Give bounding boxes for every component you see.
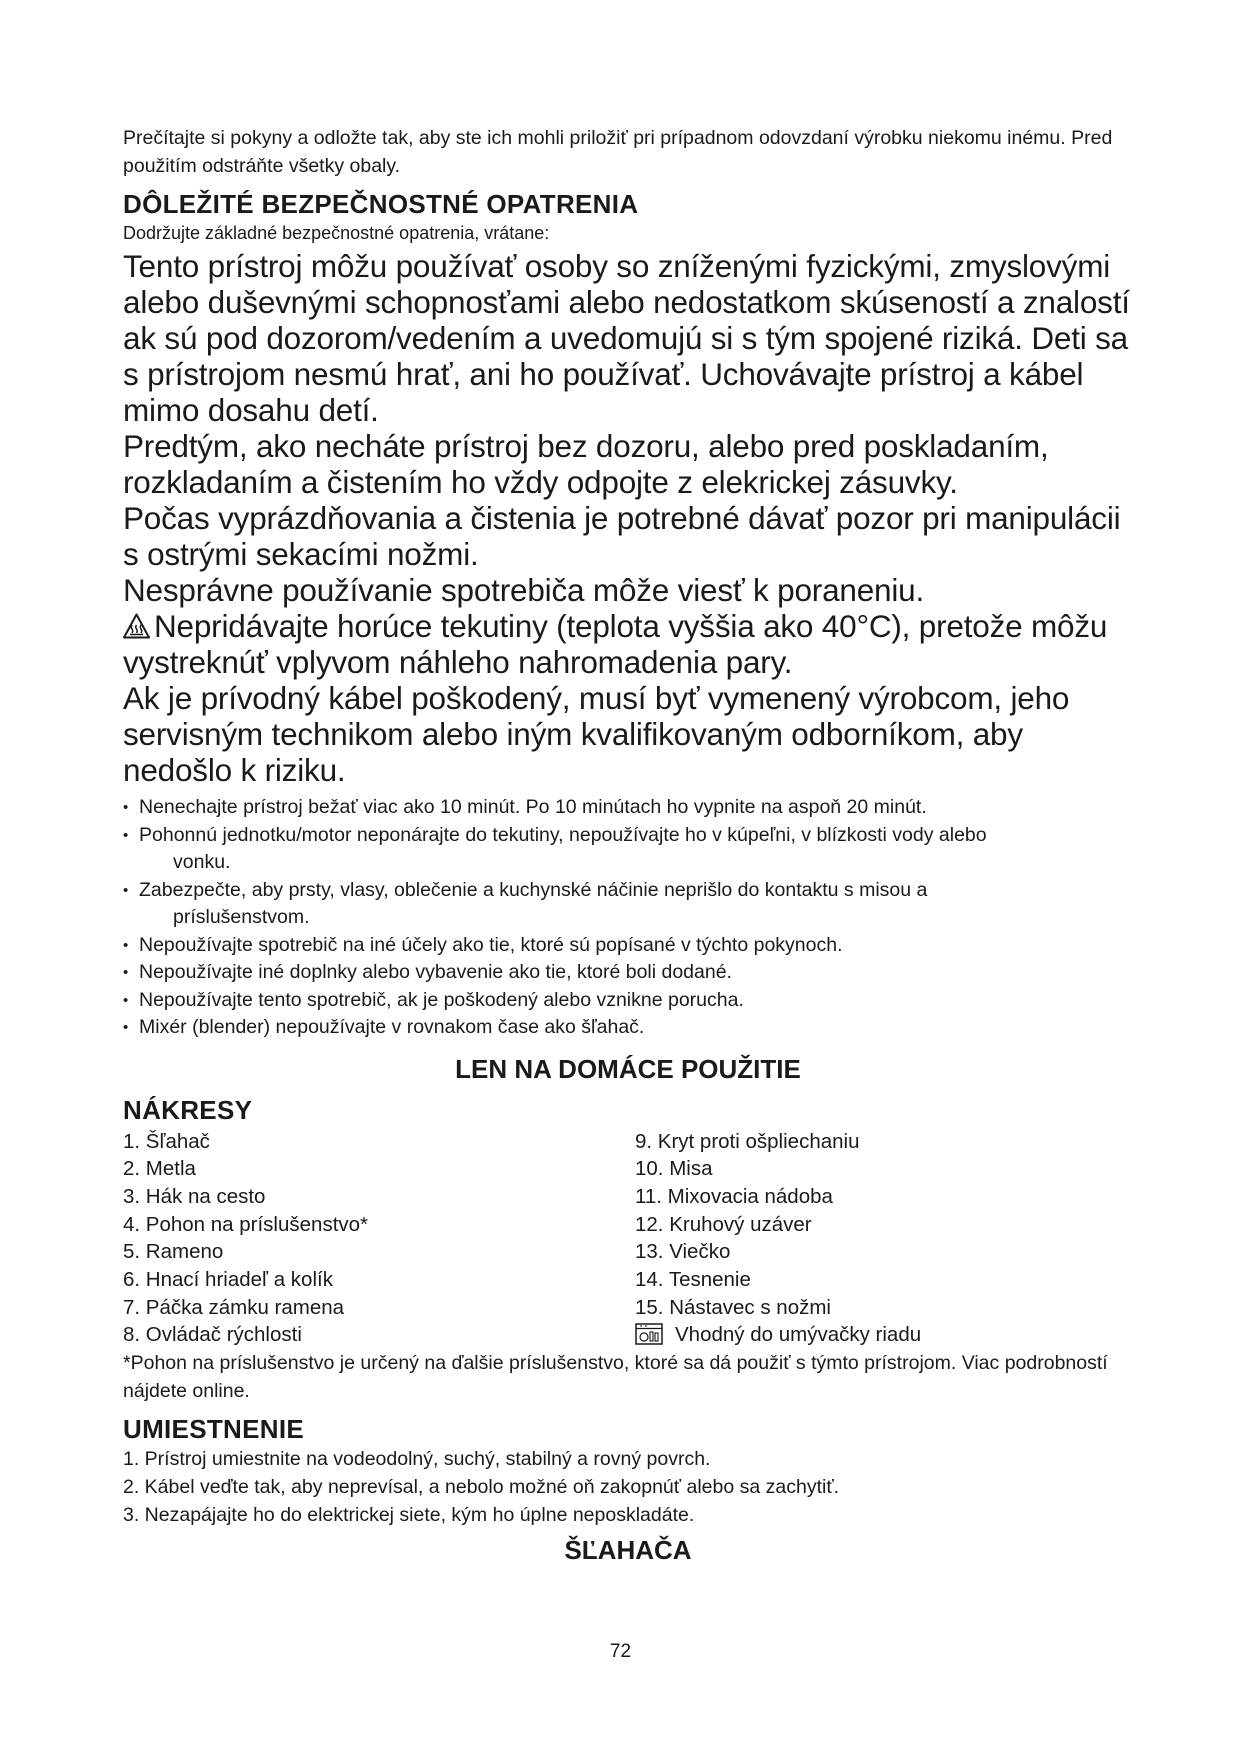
part-item: 7. Páčka zámku ramena: [123, 1295, 345, 1319]
dishwasher-safe-icon: [635, 1323, 663, 1345]
part-item: 11. Mixovacia nádoba: [635, 1184, 833, 1208]
part-item: 4. Pohon na príslušenstvo*: [123, 1212, 369, 1236]
placement-step: 3. Nezapájajte ho do elektrickej siete, kým ho úplne neposkladáte.: [123, 1504, 695, 1527]
safety-paragraph-hot-liquids: [123, 608, 1133, 680]
drawings-heading: NÁKRESY: [123, 1094, 253, 1125]
safety-paragraph-cable: Ak je prívodný kábel poškodený, musí byť vymenený výrobcom, jeho servisným technikom alebo iným kvalifikovaným odborníkom, aby nedošlo k riziku.: [123, 680, 1070, 788]
bullet-item: [123, 877, 1133, 932]
hot-liquids-text: Nepridávajte horúce tekutiny (teplota vyššia ako 40°C), pretože môžu vystreknúť vplyvom náhleho nahromadenia pary.: [123, 608, 1108, 680]
accessory-drive-footnote: *Pohon na príslušenstvo je určený na ďalšie príslušenstvo, ktoré sa dá použiť s týmto prístrojom. Viac podrobností nájdete online.: [123, 1352, 1108, 1403]
bullet-text: Zabezpečte, aby prsty, vlasy, oblečenie a kuchynské náčinie neprišlo do kontaktu s misou a: [139, 878, 928, 901]
bullet-item: • Nepoužívajte spotrebič na iné účely ako tie, ktoré sú popísané v týchto pokynoch.: [123, 932, 1133, 960]
page-number: 72: [609, 1641, 632, 1662]
part-item: 13. Viečko: [635, 1240, 731, 1264]
bullet-text-continuation: vonku.: [173, 851, 231, 873]
part-item: 5. Rameno: [123, 1240, 224, 1264]
part-item: 10. Misa: [635, 1157, 713, 1181]
bullet-text: Pohonnú jednotku/motor neponárajte do tekutiny, nepoužívajte ho v kúpeľni, v blízkosti vody alebo: [139, 823, 987, 846]
bullet-text-continuation: príslušenstvom.: [173, 906, 310, 928]
safety-paragraph-blades: Počas vyprázdňovania a čistenia je potrebné dávať pozor pri manipulácii s ostrými sekacími nožmi.: [123, 500, 1121, 572]
placement-heading: UMIESTNENIE: [123, 1414, 304, 1445]
part-item: 3. Hák na cesto: [123, 1184, 266, 1208]
placement-step: 1. Prístroj umiestnite na vodeodolný, suchý, stabilný a rovný povrch.: [123, 1448, 711, 1471]
part-item: 12. Kruhový uzáver: [635, 1212, 812, 1236]
parts-column-right: [635, 1128, 1133, 1350]
hot-surface-warning-icon: [123, 610, 150, 636]
safety-bullet-list: [123, 794, 1133, 1042]
dishwasher-safe-label: Vhodný do umývačky riadu: [675, 1323, 922, 1347]
intro-paragraph: Prečítajte si pokyny a odložte tak, aby ste ich mohli priložiť pri prípadnom odovzdaní výrobku niekomu inému. Pred použitím odstráňte všetky obaly.: [123, 127, 1113, 177]
mixer-section-heading: ŠĽAHAČA: [564, 1535, 692, 1566]
part-item: 6. Hnací hriadeľ a kolík: [123, 1268, 333, 1292]
safety-paragraph-unplug: Predtým, ako necháte prístroj bez dozoru, alebo pred poskladaním, rozkladaním a čistením ho vždy odpojte z elekrickej zásuvky.: [123, 428, 1049, 500]
safety-paragraph-persons: Tento prístroj môžu používať osoby so zníženými fyzickými, zmyslovými alebo duševnými schopnosťami alebo nedostatkom skúseností a znalostí ak sú pod dozorom/vedením a uvedomujú si s tým spojené riziká. Deti sa s prístrojom nesmú hrať, ani ho používať. Uchovávajte prístroj a kábel mimo dosahu detí.: [123, 248, 1130, 428]
placement-steps: [123, 1445, 1133, 1529]
part-item: 1. Šľahač: [123, 1129, 210, 1153]
safety-heading: DÔLEŽITÉ BEZPEČNOSTNÉ OPATRENIA: [123, 189, 639, 219]
bullet-item: • Nepoužívajte tento spotrebič, ak je poškodený alebo vznikne porucha.: [123, 987, 1133, 1015]
bullet-item: • Mixér (blender) nepoužívajte v rovnakom čase ako šľahač.: [123, 1014, 1133, 1042]
household-only-heading: LEN NA DOMÁCE POUŽITIE: [455, 1053, 801, 1084]
page-content: [123, 124, 1133, 1567]
placement-step: 2. Kábel veďte tak, aby neprevísal, a nebolo možné oň zakopnúť alebo sa zachytiť.: [123, 1476, 840, 1499]
part-item: 15. Nástavec s nožmi: [635, 1295, 831, 1319]
parts-list: [123, 1128, 1133, 1350]
safety-paragraph-misuse: Nesprávne používanie spotrebiča môže viesť k poraneniu.: [123, 572, 925, 608]
parts-column-left: [123, 1128, 635, 1350]
bullet-item: [123, 822, 1133, 877]
dishwasher-safe-item: [635, 1321, 1133, 1349]
part-item: 2. Metla: [123, 1157, 196, 1181]
bullet-item: • Nepoužívajte iné doplnky alebo vybavenie ako tie, ktoré boli dodané.: [123, 959, 1133, 987]
part-item: 14. Tesnenie: [635, 1268, 751, 1292]
part-item: 9. Kryt proti ošpliechaniu: [635, 1129, 860, 1153]
bullet-item: • Nenechajte prístroj bežať viac ako 10 minút. Po 10 minútach ho vypnite na aspoň 20 minút.: [123, 794, 1133, 822]
part-item: 8. Ovládač rýchlosti: [123, 1323, 302, 1347]
safety-subtitle: Dodržujte základné bezpečnostné opatrenia, vrátane:: [123, 223, 550, 243]
